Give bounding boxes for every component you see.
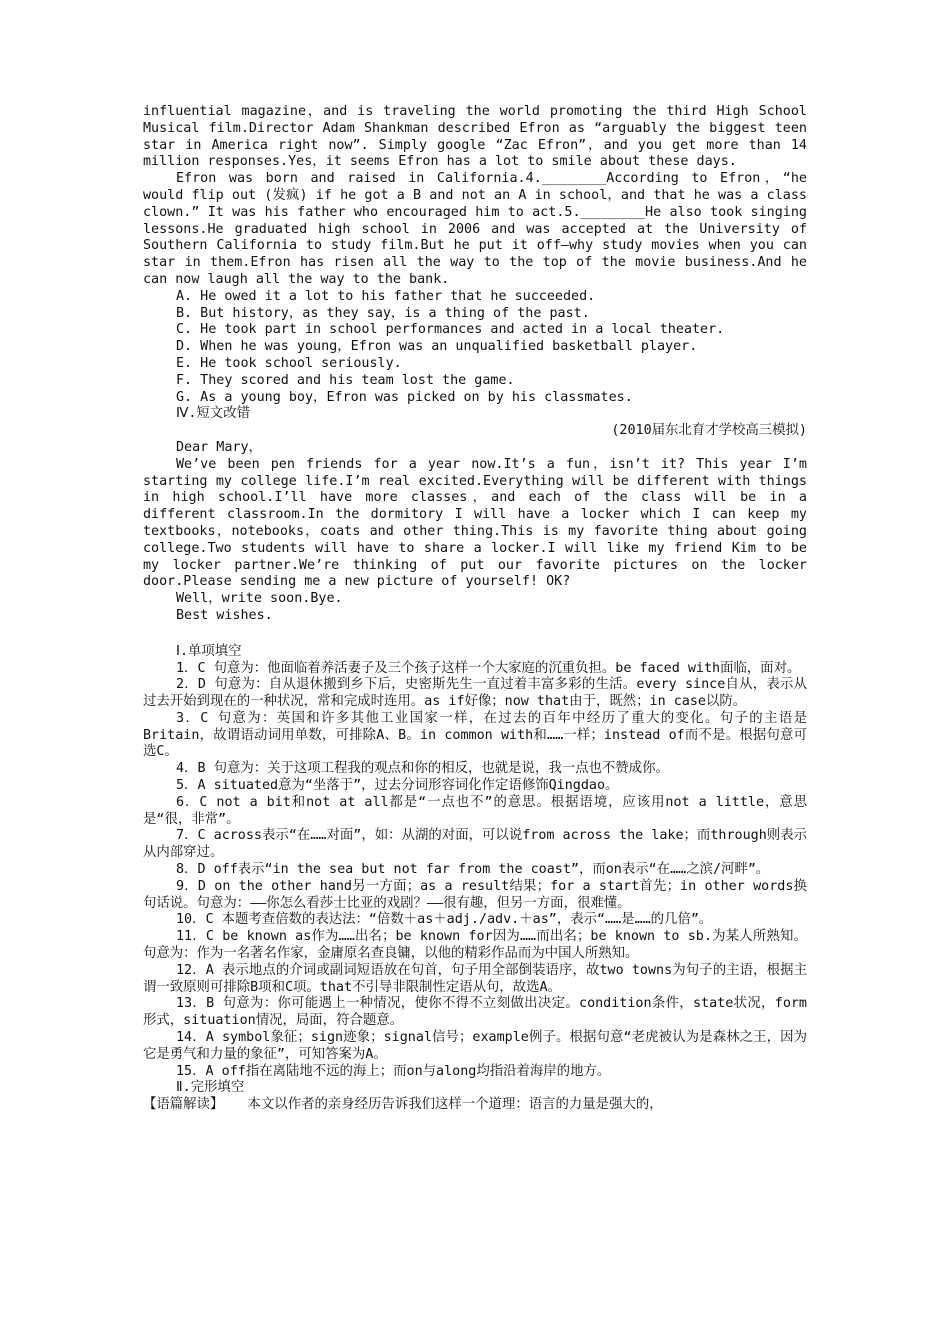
letter-closing: Best wishes. — [176, 607, 273, 623]
analysis-line — [143, 1097, 807, 1114]
answer-item: 8．D off表示“in the sea but not far from the coast”，而on表示“在……之滨/河畔”。 — [176, 862, 770, 878]
answer-item: 15．A off指在离陆地不远的海上；而on与along均指沿着海岸的地方。 — [176, 1063, 611, 1079]
reading-paragraph: Efron was born and raised in California.4.________According to Efron，“he would flip out (发疯) if he got a B and not an A in school，and that he was a class clown.” It was his father who encouraged him to act.5.________He also took singing lessons.He graduated high school in 2006 and was accepted at the University of Southern California to study film.But he put it off—why study movies when you can star in them.Efron has risen all the way to the top of the movie business.And he can now laugh all the way to the bank. — [143, 171, 807, 287]
answer-item: 9．D on the other hand另一方面；as a result结果；for a start首先；in other words换句话说。句意为：——你怎么看莎士比亚的戏剧？——很有趣，但另一方面，很难懂。 — [143, 878, 807, 911]
letter-greeting: Dear Mary， — [176, 439, 262, 455]
option-item: C. He took part in school performances and acted in a local theater. — [176, 322, 725, 338]
option-item: B. But history，as they say，is a thing of the past. — [176, 305, 590, 321]
answer-item: 1．C 句意为：他面临着养活妻子及三个孩子这样一个大家庭的沉重负担。be faced with面临，面对。 — [176, 660, 801, 676]
answer-item: 6．C not a bit和not at all都是“一点也不”的意思。根据语境，应该用not a little，意思是“很，非常”。 — [143, 794, 807, 827]
answer-item: 7．C across表示“在……对面”，如：从湖的对面，可以说from across the lake；而through则表示从内部穿过。 — [143, 828, 807, 861]
answer-item: 5．A situated意为“坐落于”，过去分词形容词化作定语修饰Qingdao。 — [176, 778, 619, 794]
option-item: E. He took school seriously. — [176, 355, 402, 371]
option-item: A. He owed it a lot to his father that he succeeded. — [176, 288, 596, 304]
section-heading: Ⅰ.单项填空 — [176, 643, 242, 659]
answer-item: 14．A symbol象征；sign迹象；signal信号；example例子。根据句意“老虎被认为是森林之王，因为它是勇气和力量的象征”，可知答案为A。 — [143, 1030, 807, 1062]
option-item: F. They scored and his team lost the game. — [176, 372, 515, 388]
document-page — [143, 104, 807, 1114]
analysis-label: 【语篇解读】 — [143, 1097, 224, 1113]
letter-body: We’ve been pen friends for a year now.It’s a fun，isn’t it? This year I’m starting my college life.I’m real excited.Everything will be different with things in high school.I’ll have more classes，and each of the class will be in a different classroom.In the dormitory I will have a locker which I can keep my textbooks，notebooks，coats and other thing.This is my favorite thing about going college.Two students will have to share a locker.I will like my friend Kim to be my locker partner.We’re thinking of put our favorite pictures on the locker door.Please sending me a new picture of yourself! OK? — [143, 456, 807, 590]
spacer — [143, 625, 807, 644]
answer-item: 11．C be known as作为……出名；be known for因为……而出名；be known to sb.为某人所熟知。句意为：作为一名著名作家，金庸原名查良镛，以他的精彩作品而为中国人所熟知。 — [143, 929, 807, 962]
section-heading: Ⅱ.完形填空 — [176, 1080, 245, 1096]
reading-paragraph: influential magazine，and is traveling the world promoting the third High School Musical film.Director Adam Shankman described Efron as “arguably the biggest teen star in America right now”. Simply google “Zac Efron”，and you get more than 14 million responses.Yes，it seems Efron has a lot to smile about these days. — [143, 104, 807, 170]
answer-item: 10．C 本题考查倍数的表达法：“倍数＋as＋adj./adv.＋as”，表示“……是……的几倍”。 — [176, 912, 713, 928]
answer-item: 12．A 表示地点的介词或副词短语放在句首，句子用全部倒装语序，故two towns为句子的主语，根据主谓一致原则可排除B项和C项。that不引导非限制性定语从句，故选A。 — [143, 962, 807, 995]
section-heading: Ⅳ.短文改错 — [176, 406, 250, 422]
answer-item: 13．B 句意为：你可能遇上一种情况，使你不得不立刻做出决定。condition条件，state状况，form形式，situation情况，局面，符合题意。 — [143, 996, 807, 1029]
answer-item: 3．C 句意为：英国和许多其他工业国家一样，在过去的百年中经历了重大的变化。句子的主语是Britain，故谓语动词用单数，可排除A、B。in common with和……一样；instead of而不是。根据句意可选C。 — [143, 710, 807, 760]
analysis-text: 本文以作者的亲身经历告诉我们这样一个道理：语言的力量是强大的， — [247, 1097, 663, 1113]
option-item: G. As a young boy，Efron was picked on by his classmates. — [176, 389, 633, 405]
option-item: D. When he was young，Efron was an unqualified basketball player. — [176, 339, 698, 355]
answer-item: 4．B 句意为：关于这项工程我的观点和你的相反，也就是说，我一点也不赞成你。 — [176, 761, 669, 777]
source-note: (2010届东北育才学校高三模拟) — [611, 423, 807, 439]
answer-item: 2．D 句意为：自从退休搬到乡下后，史密斯先生一直过着丰富多彩的生活。every since自从，表示从过去开始到现在的一种状况，常和完成时连用。as if好像；now that由于，既然；in case以防。 — [143, 677, 807, 710]
letter-closing: Well，write soon.Bye. — [176, 591, 343, 607]
